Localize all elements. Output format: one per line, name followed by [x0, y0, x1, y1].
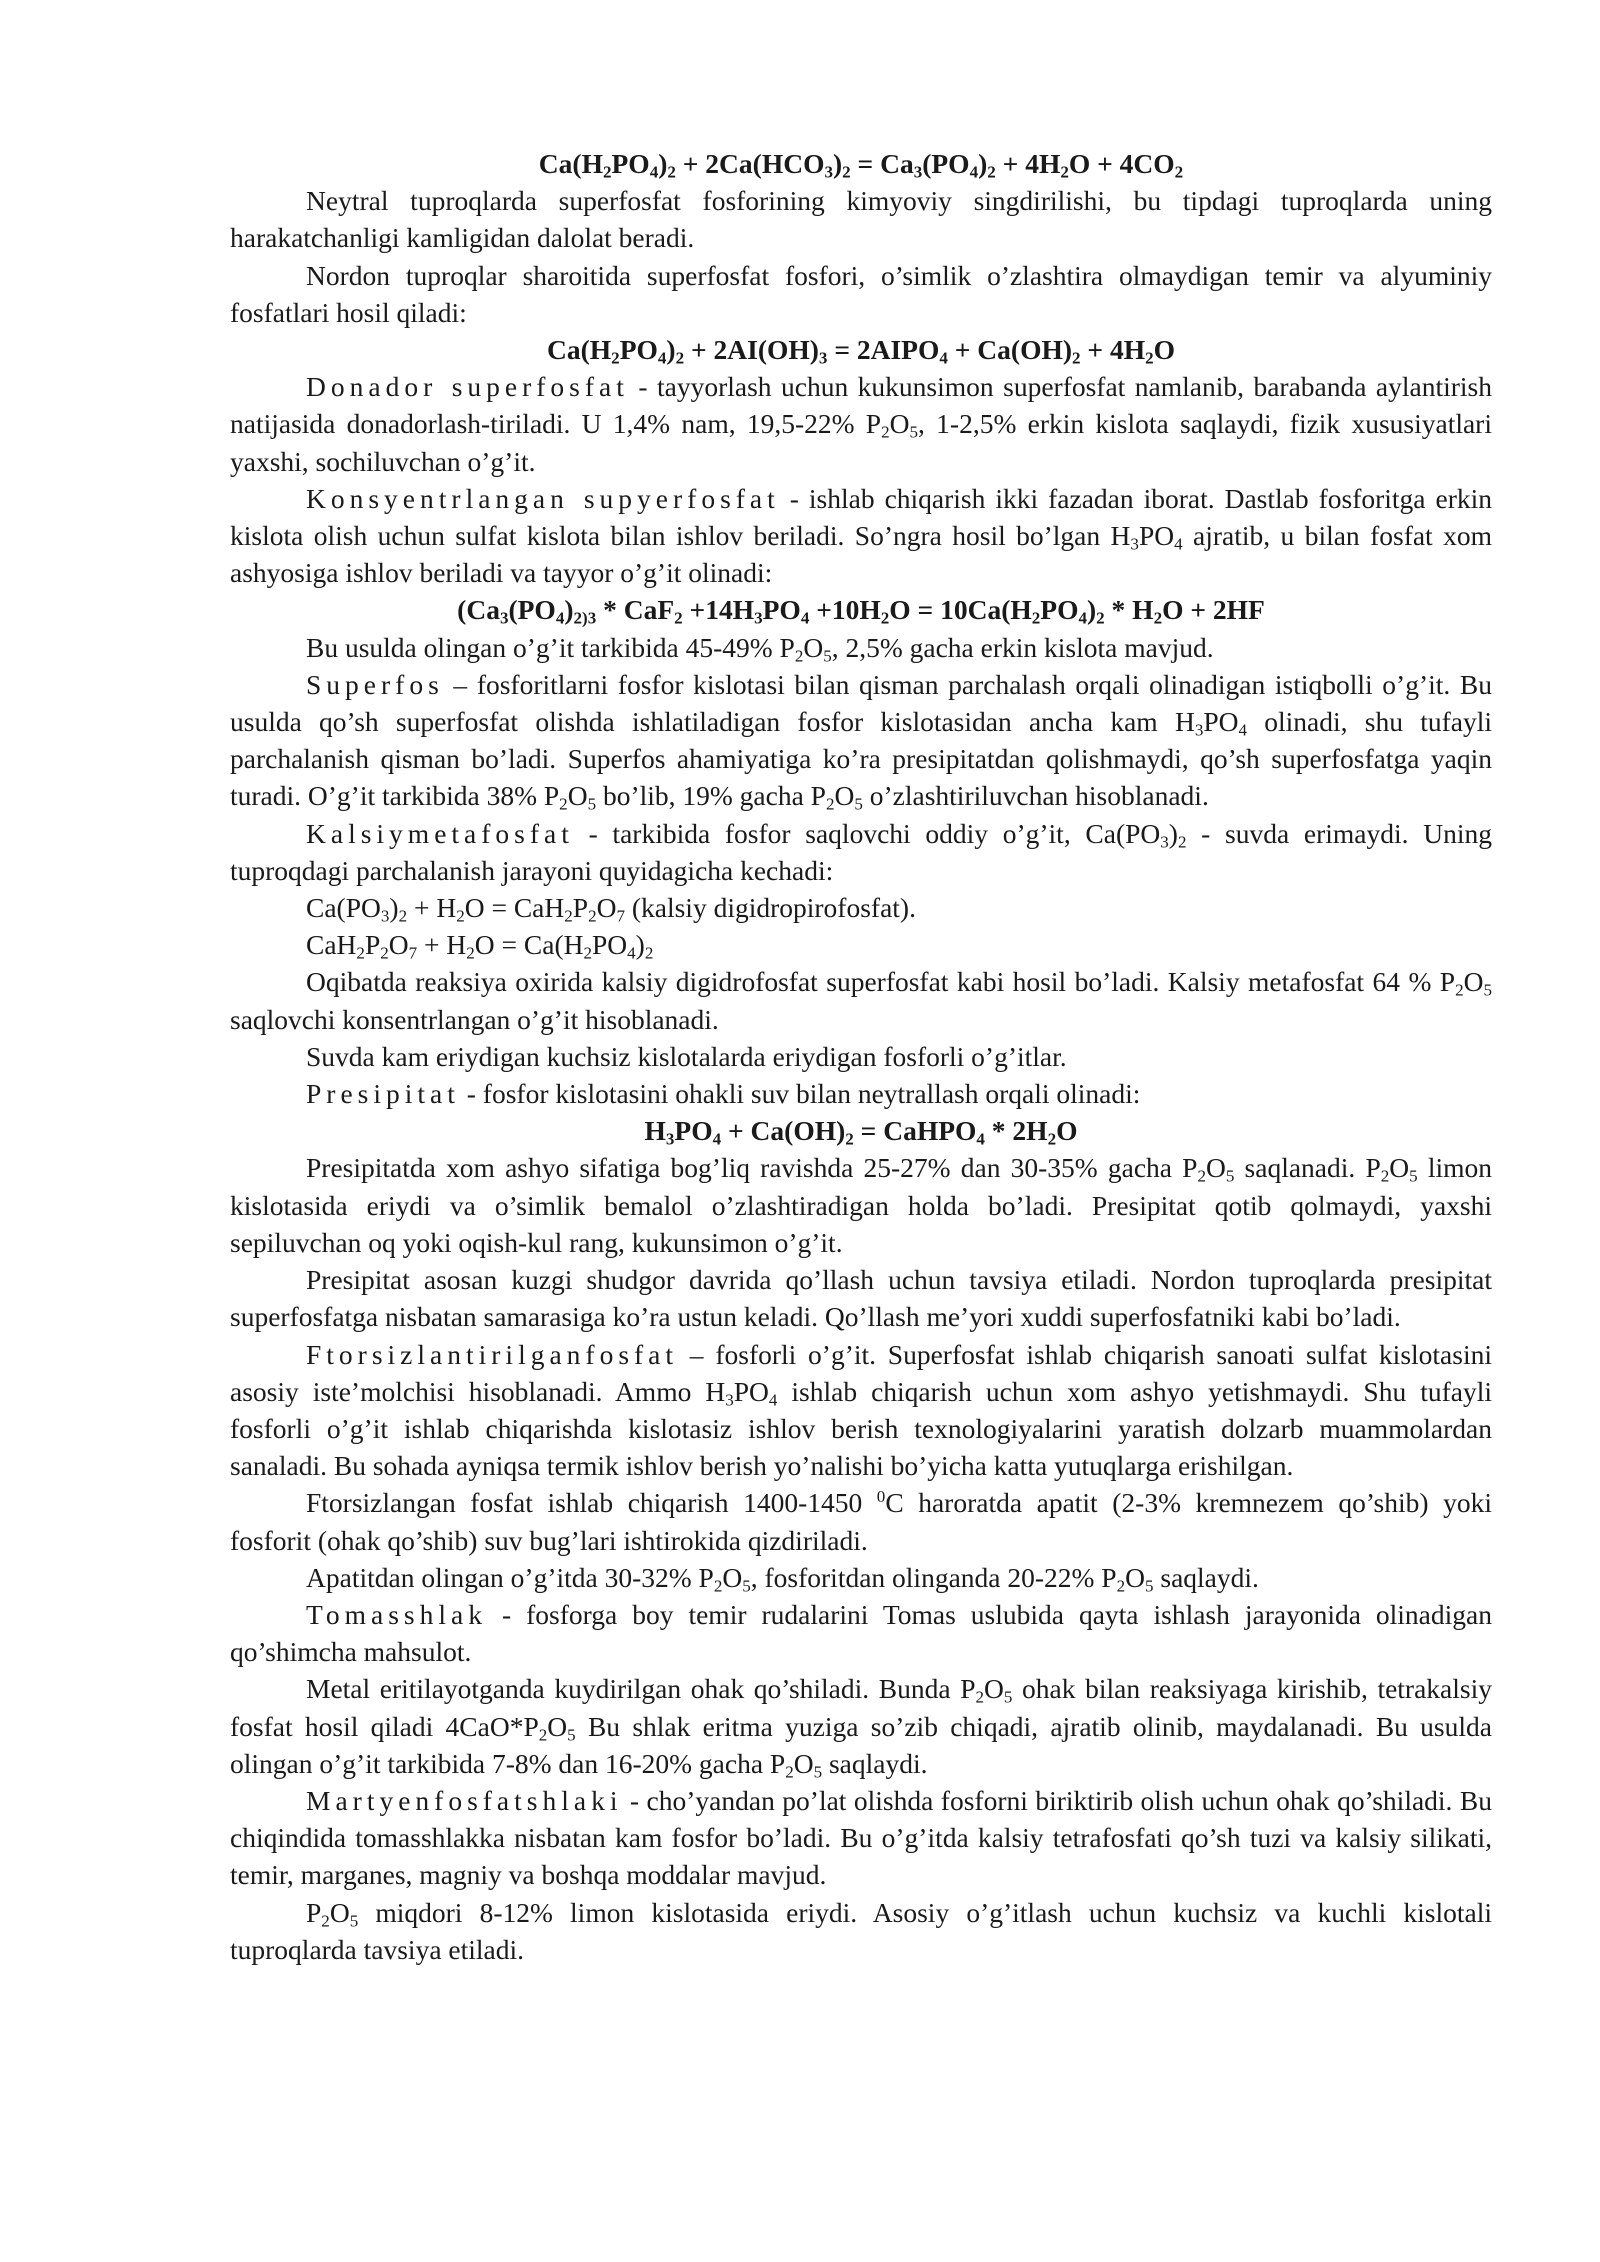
equation-3: ($Ca_3(PO_4)_{2)3} * CaF_2 +14H_3PO_4 +10H_2O = 10Ca(H_2PO_4)_2 * H_2O + 2HF$ [457, 594, 1265, 628]
paragraph-superfos: Superfos – fosforitlarni fosfor kislotasi bilan qisman parchalash orqali olinadigan istiqbolli o’g’it. Bu usulda qo’sh superfosfat olishda ishlatiladigan fosfor kislotasidan ancha kam $H_3PO_4$ olinadi, shu tufayli parchalanish qisman bo’ladi. Superfos ahamiyatiga ko’ra presipitatdan qolishmaydi, qo’sh superfosfatga yaqin turadi. O’g’it tarkibida 38% $P_2O_5$ bo’lib, 19% gacha $P_2O_5$ o’zlashtiriluvchan hisoblanadi. [230, 668, 1492, 814]
reaction-line-2: $CaH_2P_2O_7 + H_2O = Ca(H_2PO_4)_2$ [306, 929, 654, 963]
paragraph-donador-superfosfat: Donador superfosfat - tayyorlash uchun kukunsimon superfosfat namlanib, barabanda aylantirish natijasida donadorlash-tiriladi. U 1,4% nam, 19,5-22% $P_2O_5$, 1-2,5% erkin kislota saqlaydi, fizik xususiyatlari yaxshi, sochiluvchan o’g’it. [230, 371, 1492, 477]
paragraph: Oqibatda reaksiya oxirida kalsiy digidrofosfat superfosfat kabi hosil bo’ladi. Kalsiy metafosfat 64 % $P_2O_5$ saqlovchi konsentrlangan o’g’it hisoblanadi. [230, 966, 1492, 1035]
paragraph-konsyentrlangan-supyerfosfat: Konsyentrlangan supyerfosfat - ishlab chiqarish ikki fazadan iborat. Dastlab fosforitga erkin kislota olish uchun sulfat kislota bilan ishlov beriladi. So’ngra hosil bo’lgan $H_3PO_4$ ajratib, u bilan fosfat xom ashyosiga ishlov beriladi va tayyor o’g’it olinadi: [230, 482, 1492, 589]
equation-4: $H_3PO_4 + Ca(OH)_2$ = CaHPO$_4$ * $2H_2O$ [644, 1115, 1078, 1149]
paragraph: Suvda kam eriydigan kuchsiz kislotalarda eriydigan fosforli o’g’itlar. [306, 1040, 1067, 1072]
paragraph: Apatitdan olingan o’g’itda 30-32% $P_2O_5$, fosforitdan olinganda 20-22% $P_2O_5$ saqlaydi. [306, 1561, 1259, 1595]
paragraph: Ftorsizlangan fosfat ishlab chiqarish 1400-1450 $^0$C haroratda apatit (2-3% kremnezem qo’shib) yoki fosforit (ohak qo’shib) suv bug’lari ishtirokida qizdiriladi. [230, 1487, 1492, 1556]
paragraph-martyenfosfatshlaki: Martyenfosfatshlaki - cho’yandan po’lat olishda fosforni biriktirib olish uchun ohak qo’shiladi. Bu chiqindida tomasshlakka nisbatan kam fosfor bo’ladi. Bu o’g’itda kalsiy tetrafosfati qo’sh tuzi va kalsiy silikati, temir, marganes, magniy va boshqa moddalar mavjud. [230, 1784, 1492, 1891]
document-page [230, 145, 1492, 1968]
paragraph-presipitat: Presipitat - fosfor kislotasini ohakli suv bilan neytrallash orqali olinadi: [306, 1078, 1141, 1110]
reaction-line-1: $Ca(PO_3)_2 + H_2O = CaH_2P_2O_7$ (kalsiy digidropirofosfat). [306, 892, 916, 926]
paragraph: Bu usulda olingan o’g’it tarkibida 45-49% $P_2O_5$, 2,5% gacha erkin kislota mavjud. [306, 631, 1214, 665]
paragraph: Presipitatda xom ashyo sifatiga bog’liq ravishda 25-27% dan 30-35% gacha $P_2O_5$ saqlanadi. $P_2O_5$ limon kislotasida eriydi va o’simlik bemalol o’zlashtiradigan holda bo’ladi. Presipitat qotib qolmaydi, yaxshi sepiluvchan oq yoki oqish-kul rang, kukunsimon o’g’it. [230, 1152, 1493, 1258]
paragraph: Metal eritilayotganda kuydirilgan ohak qo’shiladi. Bunda $P_2O_5$ ohak bilan reaksiyaga kirishib, tetrakalsiy fosfat hosil qiladi $4CaO*P_2O_5$ Bu shlak eritma yuziga so’zib chiqadi, ajratib olinib, maydalanadi. Bu usulda olingan o’g’it tarkibida 7-8% dan 16-20% gacha $P_2O_5$ saqlaydi. [230, 1673, 1492, 1781]
paragraph: Nordon tuproqlar sharoitida superfosfat fosfori, o’simlik o’zlashtira olmaydigan temir va alyuminiy fosfatlari hosil qiladi: [230, 259, 1492, 328]
paragraph: Neytral tuproqlarda superfosfat fosforining kimyoviy singdirilishi, bu tipdagi tuproqlarda uning harakatchanligi kamligidan dalolat beradi. [230, 185, 1492, 254]
paragraph: Presipitat asosan kuzgi shudgor davrida qo’llash uchun tavsiya etiladi. Nordon tuproqlarda presipitat superfosfatga nisbatan samarasiga ko’ra ustun keladi. Qo’llash me’yori xuddi superfosfatniki kabi bo’ladi. [230, 1264, 1492, 1333]
equation-1: $Ca(H_2PO_4)_2 + 2Ca(HCO_3)_2 = Ca_3(PO_4)_2 + 4H_2O + 4CO_2$ [538, 148, 1184, 182]
paragraph-kalsiymetafosfat: Kalsiymetafosfat - tarkibida fosfor saqlovchi oddiy o’g’it, $Ca(PO_3)_2$ - suvda erimaydi. Uning tuproqdagi parchalanish jarayoni quyidagicha kechadi: [230, 817, 1492, 886]
equation-2: $Ca(H_2PO_4)_2 + 2AI(OH)_3$ = $2AIPO_4 + Ca(OH)_2 + 4H_2O$ [547, 334, 1175, 368]
paragraph-tomasshlak: Tomasshlak - fosforga boy temir rudalarini Tomas uslubida qayta ishlash jarayonida olinadigan qo’shimcha mahsulot. [230, 1598, 1492, 1668]
paragraph: $P_2O_5$ miqdori 8-12% limon kislotasida eriydi. Asosiy o’g’itlash uchun kuchsiz va kuchli kislotali tuproqlarda tavsiya etiladi. [230, 1896, 1492, 1965]
paragraph-ftorsizlantirilganfosfat: Ftorsizlantirilganfosfat – fosforli o’g’it. Superfosfat ishlab chiqarish sanoati sulfat kislotasini asosiy iste’molchisi hisoblanadi. Ammo $H_3PO_4$ ishlab chiqarish uchun xom ashyo yetishmaydi. Shu tufayli fosforli o’g’it ishlab chiqarishda kislotasiz ishlov berish texnologiyalarini yaratish dolzarb muammolardan sanaladi. Bu sohada ayniqsa termik ishlov berish yo’nalishi bo’yicha katta yutuqlarga erishilgan. [230, 1338, 1492, 1482]
